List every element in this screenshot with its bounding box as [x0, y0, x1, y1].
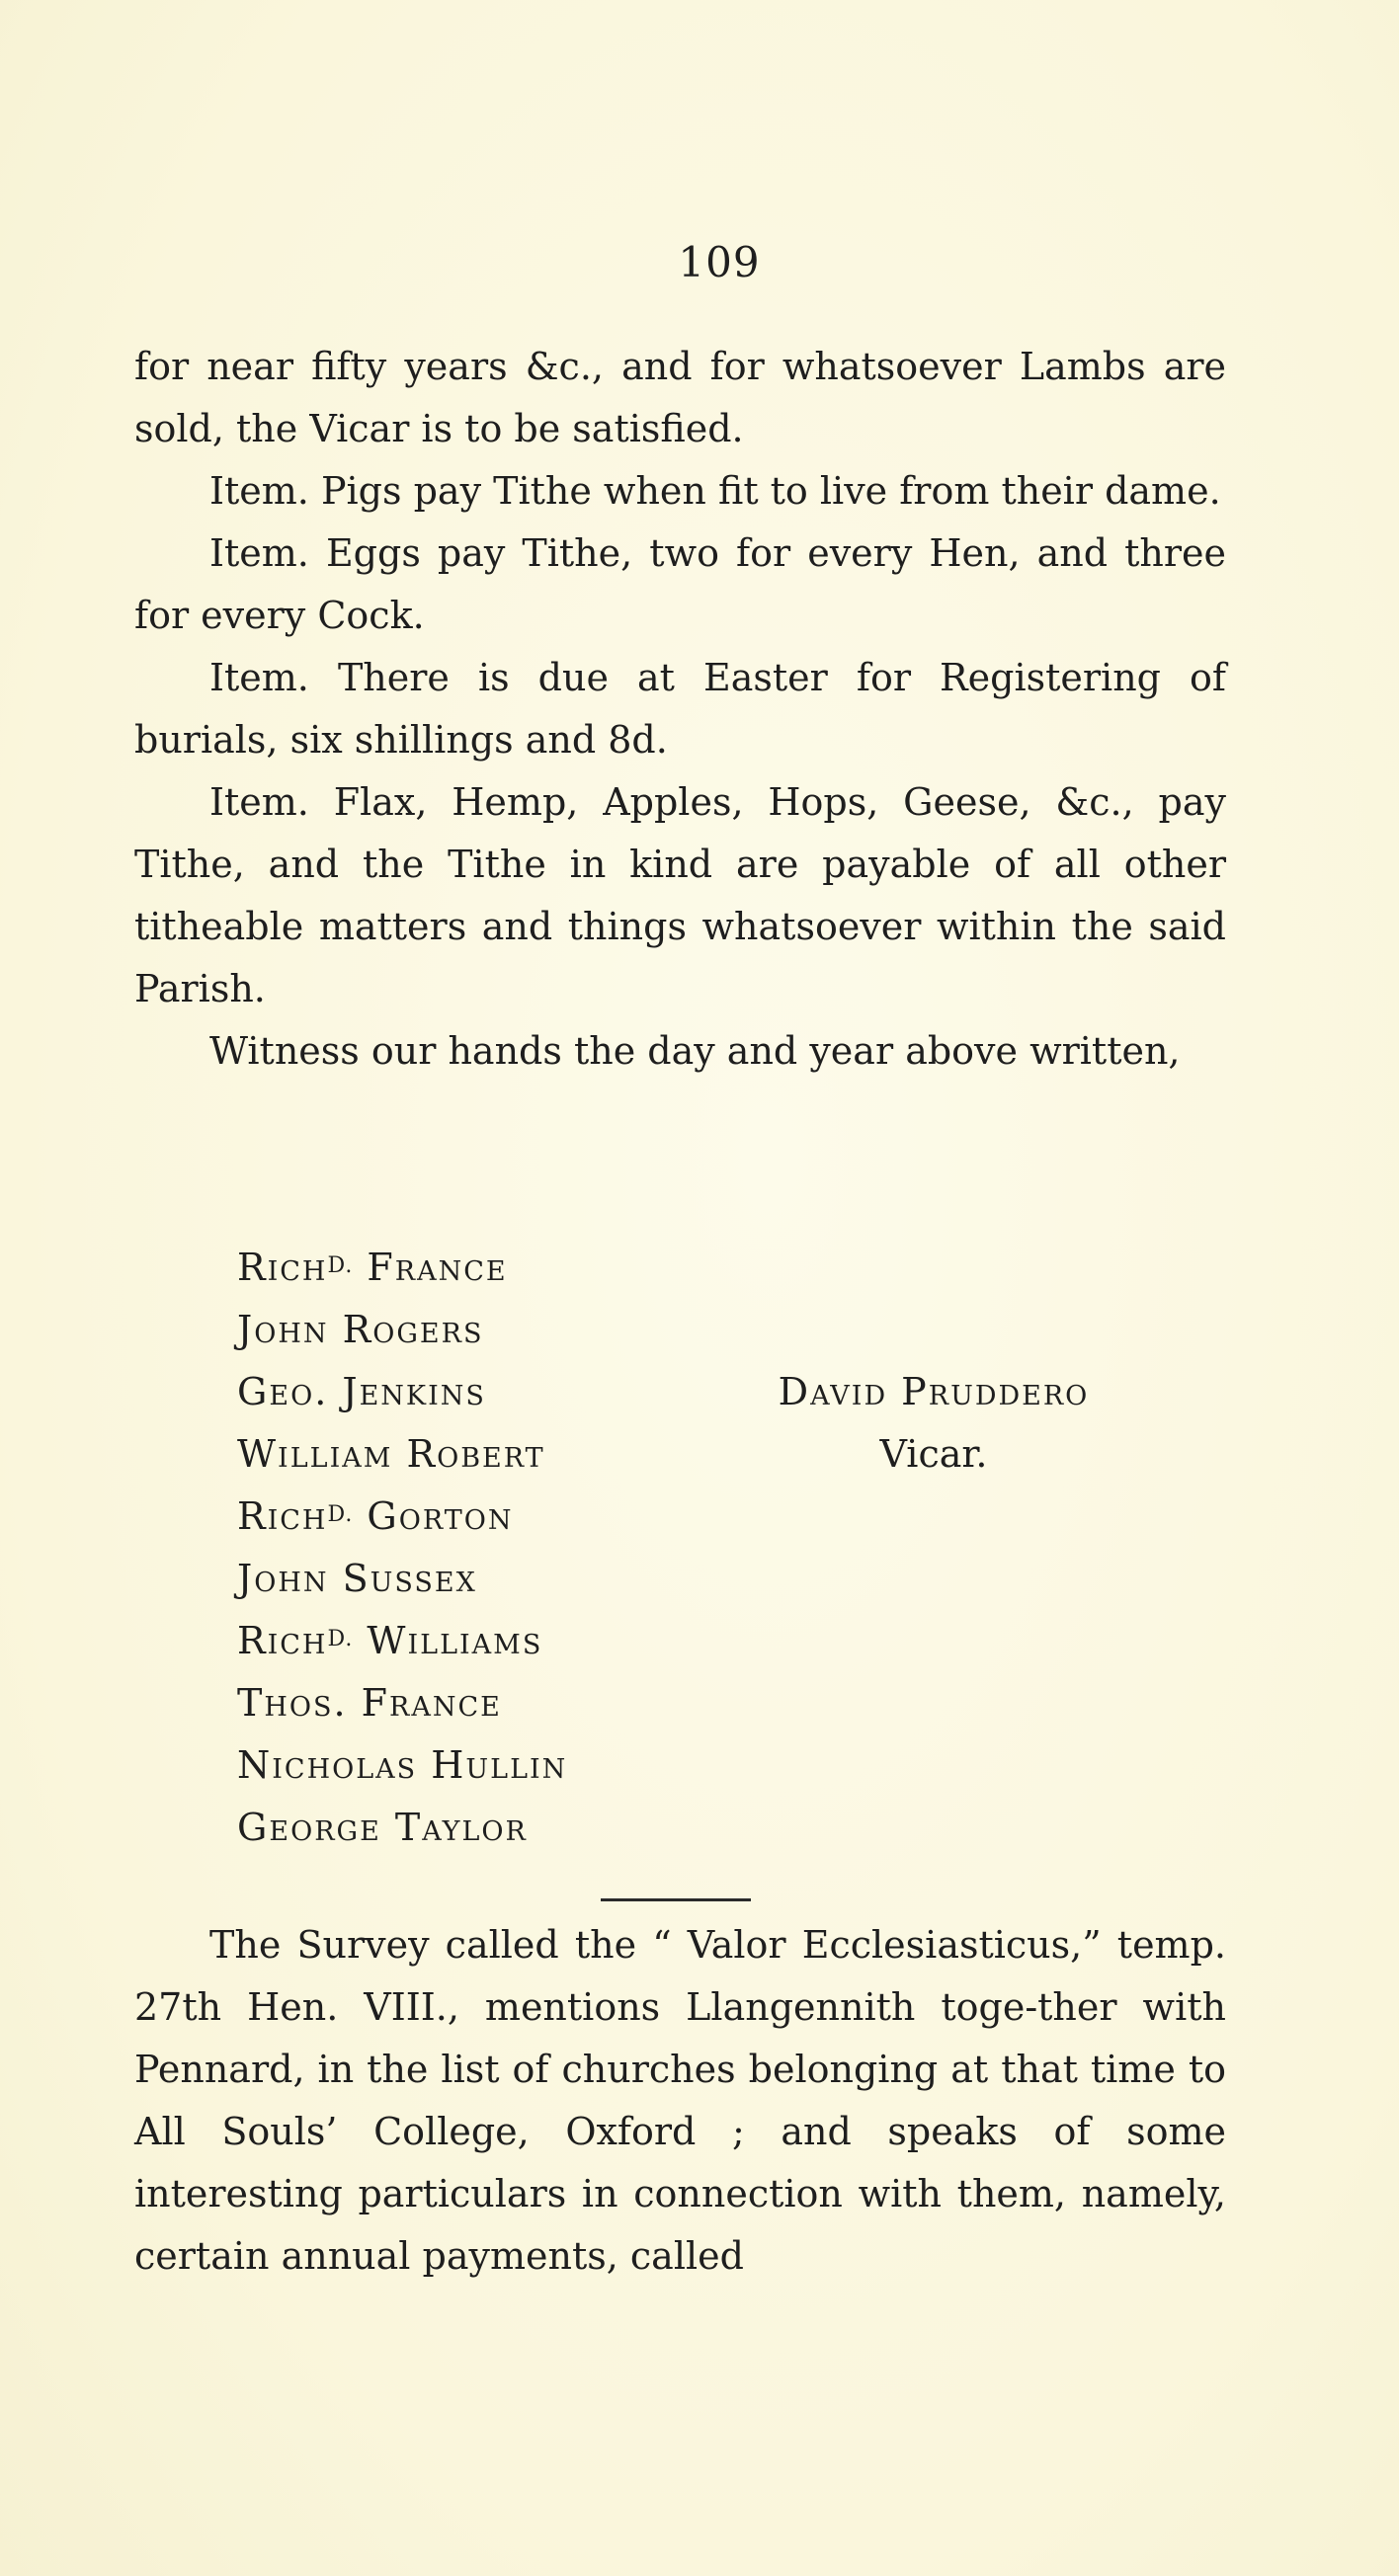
signatory: George Taylor [237, 1806, 528, 1849]
vicar-title: Vicar. [879, 1432, 988, 1476]
signatory: Rich$^{D.}$ Gorton [237, 1494, 514, 1538]
signatory: Nicholas Hullin [237, 1743, 568, 1787]
signatories-list [237, 1237, 567, 1859]
paragraph-item-flax: Item. Flax, Hemp, Apples, Hops, Geese, &c., pay Tithe, and the Tithe in kind are payable of all other titheable matters and things whatsoever within the said Parish. [134, 780, 1226, 1010]
paragraph-item-pigs: Item. Pigs pay Tithe when fit to live from their dame. [209, 469, 1221, 513]
signatory: Rich$^{D.}$ Williams [237, 1619, 543, 1662]
paragraph-item-burials: Item. There is due at Easter for Registering of burials, six shillings and 8d. [134, 656, 1226, 762]
signatory: William Robert [237, 1432, 545, 1476]
signatory: Thos. France [237, 1681, 502, 1725]
section-divider [601, 1898, 751, 1901]
signatory: John Sussex [237, 1557, 477, 1600]
valor-ecclesiasticus-text [134, 1914, 1226, 2288]
signatory: John Rogers [237, 1308, 484, 1351]
signatory: Geo. Jenkins [237, 1370, 486, 1413]
paragraph-continuation: for near fifty years &c., and for whatsoever Lambs are sold, the Vicar is to be satisfied. [134, 345, 1226, 450]
tithe-list-text [134, 336, 1226, 1083]
paragraph-survey: The Survey called the “ Valor Ecclesiasticus,” temp. 27th Hen. VIII., mentions Llangennith toge-ther with Pennard, in the list of churches belonging at that time to All Souls’ College, Oxford ; and speaks of some interesting particulars in connection with them, namely, certain annual payments, called [134, 1923, 1226, 2278]
paragraph-item-eggs: Item. Eggs pay Tithe, two for every Hen, and three for every Cock. [134, 531, 1226, 637]
paragraph-witness: Witness our hands the day and year above written, [209, 1029, 1181, 1073]
vicar-signature [736, 1361, 1131, 1486]
signatory: Rich$^{D.}$ France [237, 1246, 508, 1289]
vicar-name: David Pruddero [778, 1370, 1090, 1413]
page-number: 109 [678, 238, 761, 286]
